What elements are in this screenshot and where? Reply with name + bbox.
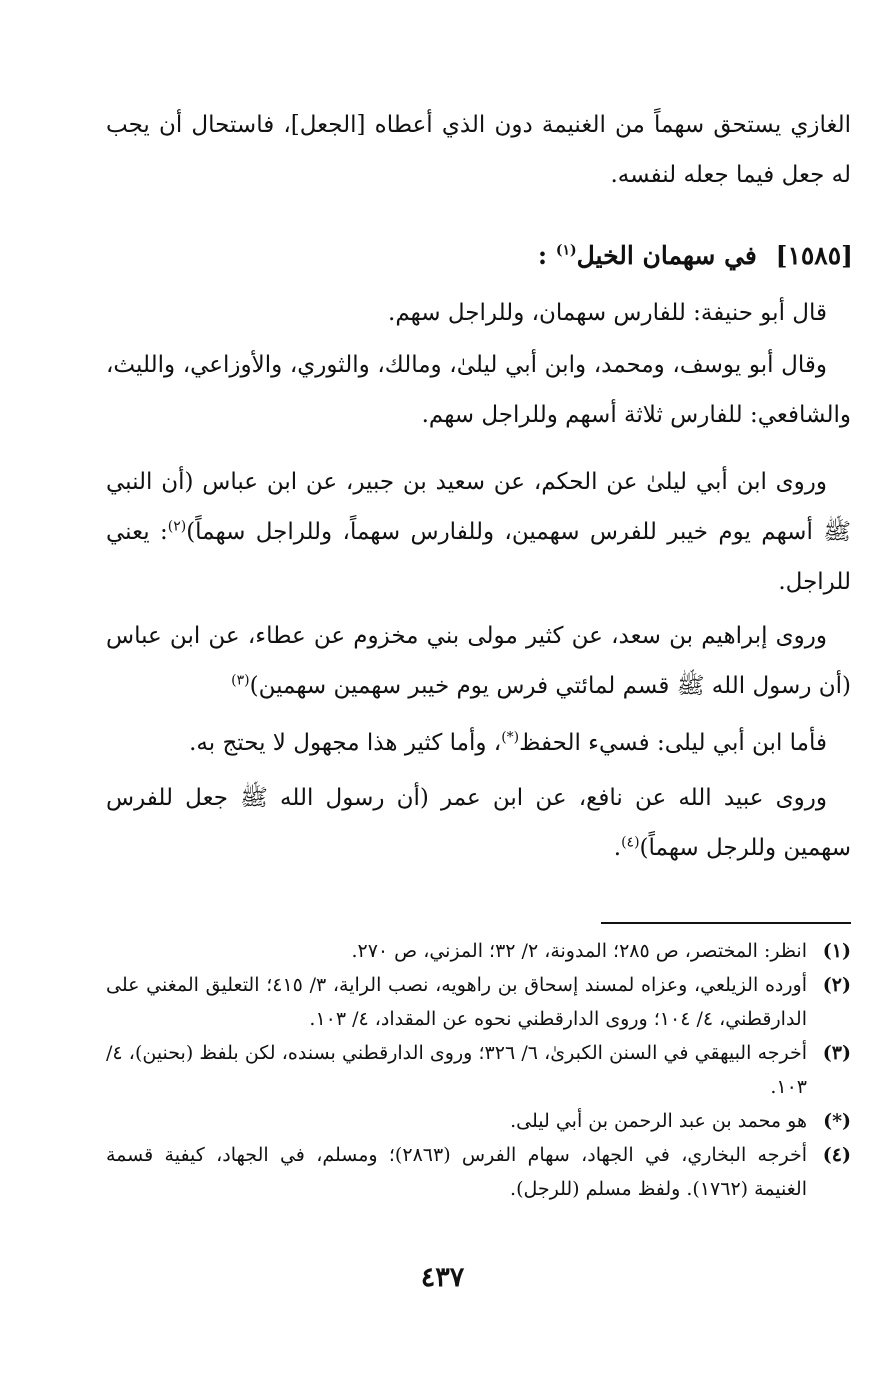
paragraph-ibn-abi-layla [106,457,851,607]
paragraph-text: فأما ابن أبي ليلى: فسيء الحفظ [519,730,827,756]
footnote-text: انظر: المختصر، ص ٢٨٥؛ المدونة، ٢/ ٣٢؛ المزني، ص ٢٧٠. [351,940,807,962]
footnote-item [106,934,851,968]
page-number: ٤٣٧ [420,1262,465,1293]
footnotes-list [106,934,851,1206]
footnote-item [106,1036,851,1104]
footnote-item [106,1138,851,1206]
footnote-ref: (٢) [167,518,187,535]
paragraph-abu-yusuf [106,340,851,440]
paragraph-text-tail: : يعني للراجل. [106,519,851,595]
footnote-divider [601,922,851,924]
paragraph-ubaydullah [106,773,851,873]
footnote-ref: (٣) [231,672,250,689]
section-title: في سهمان الخيل [576,241,757,270]
footnote-item [106,968,851,1036]
paragraph-abu-hanifa [106,288,851,338]
footnote-mark: (٤) [822,1144,851,1166]
paragraph-text: وروى إبراهيم بن سعد، عن كثير مولى بني مخزوم عن عطاء، عن ابن عباس (أن رسول الله ﷺ قسم لمائتي فرس يوم خيبر سهمين سهمين) [106,623,851,699]
paragraph-critique [106,718,851,768]
paragraph-text: قال أبو حنيفة: للفارس سهمان، وللراجل سهم. [388,300,827,326]
section-number: [١٥٨٥] [775,241,853,270]
footnote-mark: (*) [823,1110,851,1132]
footnote-mark: (٢) [822,974,851,996]
intro-paragraph [106,100,851,200]
footnote-item [106,1104,851,1138]
footnote-text: أخرجه البيهقي في السنن الكبرىٰ، ٦/ ٣٢٦؛ وروى الدارقطني بسنده، لكن بلفظ (بحنين)، ٤/ ١٠٣. [106,1042,808,1098]
paragraph-text: وروى ابن أبي ليلىٰ عن الحكم، عن سعيد بن جبير، عن ابن عباس (أن النبي ﷺ أسهم يوم خيبر للفرس سهمين، وللفارس سهماً، وللراجل سهماً) [106,469,851,545]
footnote-text: أورده الزيلعي، وعزاه لمسند إسحاق بن راهويه، نصب الراية، ٣/ ٤١٥؛ التعليق المغني على الدارقطني، ٤/ ١٠٤؛ وروى الدارقطني نحوه عن المقداد، ٤/ ١٠٣. [106,974,807,1030]
paragraph-text: وروى عبيد الله عن نافع، عن ابن عمر (أن رسول الله ﷺ جعل للفرس سهمين وللرجل سهماً) [106,785,851,861]
footnote-mark: (٣) [822,1042,851,1064]
footnote-ref: (١) [555,242,577,259]
intro-text: الغازي يستحق سهماً من الغنيمة دون الذي أعطاه [الجعل]، فاستحال أن يجب له جعل فيما جعله لنفسه. [106,112,851,188]
footnote-ref: (*) [501,729,520,746]
paragraph-text: وقال أبو يوسف، ومحمد، وابن أبي ليلىٰ، ومالك، والثوري، والأوزاعي، والليث، والشافعي: للفارس ثلاثة أسهم وللراجل سهم. [106,352,851,428]
paragraph-ibrahim-ibn-saad [106,611,851,711]
footnote-text: أخرجه البخاري، في الجهاد، سهام الفرس (٢٨٦٣)؛ ومسلم، في الجهاد، كيفية قسمة الغنيمة (١٧٦٢). ولفظ مسلم (للرجل). [106,1144,807,1200]
section-colon: : [537,241,548,270]
paragraph-text-tail: . [613,835,622,861]
footnote-mark: (١) [822,940,851,962]
section-heading [108,234,853,278]
footnote-text: هو محمد بن عبد الرحمن بن أبي ليلى. [510,1110,807,1132]
paragraph-text-tail: ، وأما كثير هذا مجهول لا يحتج به. [189,730,502,756]
footnote-ref: (٤) [621,834,640,851]
